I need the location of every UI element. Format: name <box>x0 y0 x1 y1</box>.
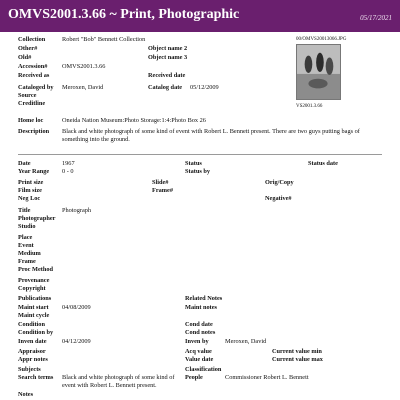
year-range-value: 0 - 0 <box>62 168 74 175</box>
date-label: Date <box>18 160 31 167</box>
title-value: Photograph <box>62 207 92 214</box>
inven-date-label: Inven date <box>18 338 47 345</box>
people-label: People <box>185 374 203 381</box>
frame-label: Frame <box>18 258 36 265</box>
collection-label: Collection <box>18 36 46 43</box>
cond-notes-label: Cond notes <box>185 329 216 336</box>
date-value: 1967 <box>62 160 75 167</box>
maint-start-label: Maint start <box>18 304 49 311</box>
status-date-label: Status date <box>308 160 338 167</box>
acq-value-label: Acq value <box>185 348 212 355</box>
old-number-label: Old# <box>18 54 32 61</box>
description-value: Black and white photograph of some kind of event with Robert L. Bennett present. There are two guys putting bags of something into the ground. <box>62 128 360 143</box>
related-notes-label: Related Notes <box>185 295 223 302</box>
search-terms-label: Search terms <box>18 374 54 381</box>
frame-number-label: Frame# <box>152 187 173 194</box>
cataloged-by-value: Meroxen, David <box>62 84 104 91</box>
received-as-label: Received as <box>18 72 50 79</box>
slide-number-label: Slide# <box>152 179 169 186</box>
people-value: Commissioner Robert L. Bennett <box>225 374 309 381</box>
orig-copy-label: Orig/Copy <box>265 179 294 186</box>
print-date: 05/17/2021 <box>360 14 392 22</box>
medium-label: Medium <box>18 250 41 257</box>
search-terms-value: Black and white photograph of some kind of event with Robert L. Bennett present. <box>62 374 175 389</box>
image-caption: VS2001.3.66 <box>296 104 323 109</box>
classification-label: Classification <box>185 366 222 373</box>
appr-notes-label: Appr notes <box>18 356 48 363</box>
accession-value: OMVS2001.3.66 <box>62 63 106 70</box>
inven-by-label: Inven by <box>185 338 209 345</box>
source-label: Source <box>18 92 37 99</box>
status-label: Status <box>185 160 202 167</box>
home-loc-value: Oneida Nation Museum:Photo Storage:1:4:Photo Box 26 <box>62 117 206 124</box>
appraisor-label: Appraisor <box>18 348 46 355</box>
publications-label: Publications <box>18 295 52 302</box>
place-label: Place <box>18 234 33 241</box>
creditline-label: Creditline <box>18 100 46 107</box>
accession-label: Accession# <box>18 63 48 70</box>
maint-notes-label: Maint notes <box>185 304 218 311</box>
other-number-label: Other# <box>18 45 38 52</box>
cataloged-by-label: Cataloged by <box>18 84 54 91</box>
inven-by-value: Meroxen, David <box>225 338 267 345</box>
maint-start-value: 04/08/2009 <box>62 304 91 311</box>
received-date-label: Received date <box>148 72 186 79</box>
object-name-3-label: Object name 3 <box>148 54 188 61</box>
home-loc-label: Home loc <box>18 117 44 124</box>
condition-label: Condition <box>18 321 45 328</box>
current-value-max-label: Current value max <box>272 356 323 363</box>
cond-date-label: Cond date <box>185 321 213 328</box>
negative-number-label: Negative# <box>265 195 292 202</box>
provenance-label: Provenance <box>18 277 50 284</box>
photographer-label: Photographer <box>18 215 56 222</box>
catalog-date-value: 05/12/2009 <box>190 84 219 91</box>
image-filename: 00/OMVS20013066.JPG <box>296 37 347 42</box>
catalog-date-label: Catalog date <box>148 84 183 91</box>
proc-method-label: Proc Method <box>18 266 54 273</box>
studio-label: Studio <box>18 223 36 230</box>
year-range-label: Year Range <box>18 168 50 175</box>
record-title: OMVS2001.3.66 ~ Print, Photographic <box>8 7 240 22</box>
subjects-label: Subjects <box>18 366 41 373</box>
neg-loc-label: Neg Loc <box>18 195 41 202</box>
print-size-label: Print size <box>18 179 44 186</box>
event-label: Event <box>18 242 34 249</box>
status-by-label: Status by <box>185 168 211 175</box>
object-name-2-label: Object name 2 <box>148 45 188 52</box>
title-label: Title <box>18 207 31 214</box>
maint-cycle-label: Maint cycle <box>18 312 50 319</box>
section-divider <box>18 154 382 155</box>
current-value-min-label: Current value min <box>272 348 322 355</box>
description-label: Description <box>18 128 50 135</box>
object-photo[interactable] <box>296 44 341 100</box>
inven-date-value: 04/12/2009 <box>62 338 91 345</box>
notes-label: Notes <box>18 391 34 398</box>
title-bar <box>0 0 400 32</box>
collection-value: Robert "Bob" Bennett Collection <box>62 36 146 43</box>
condition-by-label: Condition by <box>18 329 54 336</box>
copyright-label: Copyright <box>18 285 46 292</box>
film-size-label: Film size <box>18 187 42 194</box>
value-date-label: Value date <box>185 356 214 363</box>
